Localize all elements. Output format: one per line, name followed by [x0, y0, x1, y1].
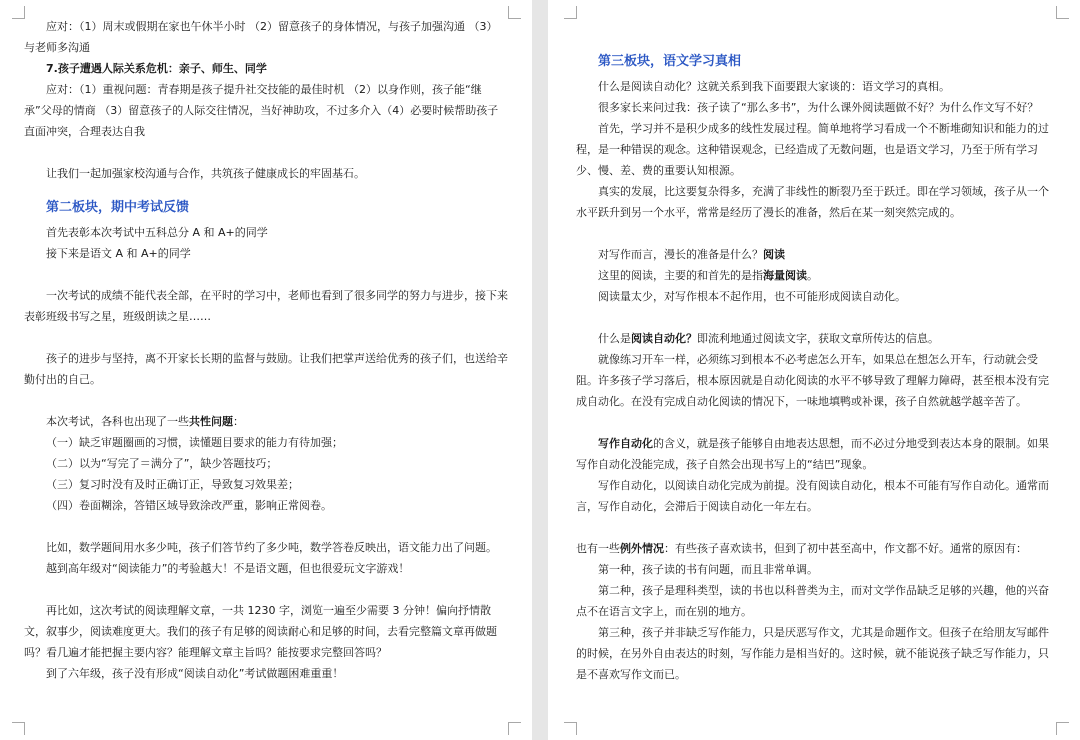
paragraph: 应对：（1）周末或假期在家也午休半小时 （2）留意孩子的身体情况，与孩子加强沟通 （3）与老师多沟通 [24, 20, 498, 54]
paragraph: 到了六年级，孩子没有形成“阅读自动化”考试做题困难重重！ [46, 667, 344, 680]
paragraph: 第二种，孩子是理科类型，读的书也以科普类为主，而对文学作品缺乏足够的兴趣，他的兴奋点不在语言文字上，而在别的地方。 [576, 584, 1049, 618]
paragraph [576, 328, 1056, 349]
paragraph: 比如，数学题间用水多少吨，孩子们答节约了多少吨，数学答卷反映出，语文能力出了问题。 [46, 541, 497, 554]
paragraph [576, 538, 1056, 559]
crop-mark [12, 722, 25, 735]
bold-text: 阅读自动化？ [631, 332, 697, 345]
paragraph [576, 265, 1056, 286]
bold-text: 写作自动化 [598, 437, 653, 450]
text-run: ：有些孩子喜欢读书，但到了初中甚至高中，作文都不好。通常的原因有： [664, 542, 1027, 555]
text-run: 也有一些 [576, 542, 620, 555]
page-left-content [24, 16, 508, 684]
paragraph: 再比如，这次考试的阅读理解文章，一共 1230 字，浏览一遍至少需要 3 分钟！偏向抒情散文，叙事少，阅读难度更大。我们的孩子有足够的阅读耐心和足够的时间，去看完整篇文章再做题吗？看几遍才能把握主要内容？能理解文章主旨吗？能按要求完整回答吗？ [24, 604, 497, 659]
text-run: 的含义，就是孩子能够自由地表达思想，而不必过分地受到表达本身的限制。如果写作自动化没能完成，孩子自然会出现书写上的“结巴”现象。 [576, 437, 1049, 471]
crop-mark [508, 6, 521, 19]
paragraph: 写作自动化，以阅读自动化完成为前提。没有阅读自动化，根本不可能有写作自动化。通常而言，写作自动化，会滞后于阅读自动化一年左右。 [576, 479, 1049, 513]
page-right-content [576, 48, 1056, 685]
paragraph: 接下来是语文 A 和 A+的同学 [46, 247, 191, 260]
paragraph: 一次考试的成绩不能代表全部，在平时的学习中，老师也看到了很多同学的努力与进步，接下来表彰班级书写之星，班级朗读之星…… [24, 289, 508, 323]
paragraph: 就像练习开车一样，必须练习到根本不必考虑怎么开车，如果总在想怎么开车，行动就会受阻。许多孩子学习落后，根本原因就是自动化阅读的水平不够导致了理解力障碍，甚至根本没有完成自动化。在没有完成自动化阅读的情况下，一味地填鸭或补课，孩子自然就越学越辛苦了。 [576, 353, 1049, 408]
paragraph [576, 244, 1056, 265]
bold-text: 共性问题 [189, 415, 233, 428]
text-run: 即流利地通过阅读文字，获取文章所传达的信息。 [697, 332, 939, 345]
bold-text: 阅读 [763, 248, 785, 261]
crop-mark [564, 6, 577, 19]
list-item: （二）以为“写完了＝满分了”，缺少答题技巧； [46, 457, 278, 470]
crop-mark [508, 722, 521, 735]
paragraph: 阅读量太少，对写作根本不起作用，也不可能形成阅读自动化。 [598, 290, 906, 303]
list-item: （四）卷面糊涂，答错区域导致涂改严重，影响正常阅卷。 [46, 499, 332, 512]
paragraph: 很多家长来问过我：孩子读了“那么多书”，为什么课外阅读题做不好？为什么作文写不好？ [598, 101, 1039, 114]
crop-mark [1056, 6, 1069, 19]
document-page-right [548, 0, 1080, 740]
paragraph: 越到高年级对“阅读能力”的考验越大！不是语文题，但也很爱玩文字游戏！ [46, 562, 410, 575]
text-run: 对写作而言，漫长的准备是什么？ [598, 248, 763, 261]
bold-text: 例外情况 [620, 542, 664, 555]
paragraph: 第三种，孩子并非缺乏写作能力，只是厌恶写作文，尤其是命题作文。但孩子在给朋友写邮件的时候，在另外自由表达的时刻，写作能力是相当好的。这时候，就不能说孩子缺乏写作能力，只是不喜欢写作文而已。 [576, 626, 1049, 681]
document-page-left [0, 0, 532, 740]
text-run: 这里的阅读，主要的和首先的是指 [598, 269, 763, 282]
subheading: 7.孩子遭遇人际关系危机：亲子、师生、同学 [46, 62, 267, 75]
list-item: （一）缺乏审题圈画的习惯，读懂题目要求的能力有待加强； [46, 436, 343, 449]
section-heading: 第二板块，期中考试反馈 [46, 200, 190, 215]
text-run: 本次考试，各科也出现了一些 [46, 415, 189, 428]
list-item: （三）复习时没有及时正确订正，导致复习效果差； [46, 478, 299, 491]
crop-mark [564, 722, 577, 735]
paragraph: 孩子的进步与坚持，离不开家长长期的监督与鼓励。让我们把掌声送给优秀的孩子们，也送给辛勤付出的自己。 [24, 352, 508, 386]
paragraph [576, 433, 1056, 475]
text-run: ： [233, 415, 244, 428]
text-run: 。 [807, 269, 818, 282]
bold-text: 海量阅读 [763, 269, 807, 282]
paragraph: 首先表彰本次考试中五科总分 A 和 A+的同学 [46, 226, 268, 239]
paragraph: 第一种，孩子读的书有问题，而且非常单调。 [598, 563, 818, 576]
paragraph: 真实的发展，比这要复杂得多，充满了非线性的断裂乃至于跃迁。即在学习领域，孩子从一个水平跃升到另一个水平，常常是经历了漫长的准备，然后在某一刻突然完成的。 [576, 185, 1049, 219]
section-heading: 第三板块，语文学习真相 [598, 54, 742, 69]
text-run: 什么是 [598, 332, 631, 345]
paragraph: 让我们一起加强家校沟通与合作，共筑孩子健康成长的牢固基石。 [46, 167, 365, 180]
paragraph: 应对：（1）重视问题：青春期是孩子提升社交技能的最佳时机 （2）以身作则，孩子能“继承”父母的情商 （3）留意孩子的人际交往情况，当好神助攻，不过多介入（4）必要时候帮助孩子直面冲突，合理表达自我 [24, 83, 499, 138]
paragraph: 什么是阅读自动化？这就关系到我下面要跟大家谈的：语文学习的真相。 [598, 80, 950, 93]
paragraph [24, 411, 508, 432]
paragraph: 首先，学习并不是积少成多的线性发展过程。简单地将学习看成一个不断堆砌知识和能力的过程，是一种错误的观念。这种错误观念，已经造成了无数问题，也是语文学习，乃至于所有学习少、慢、差、费的重要认知根源。 [576, 122, 1049, 177]
page-gutter [532, 0, 548, 740]
crop-mark [1056, 722, 1069, 735]
